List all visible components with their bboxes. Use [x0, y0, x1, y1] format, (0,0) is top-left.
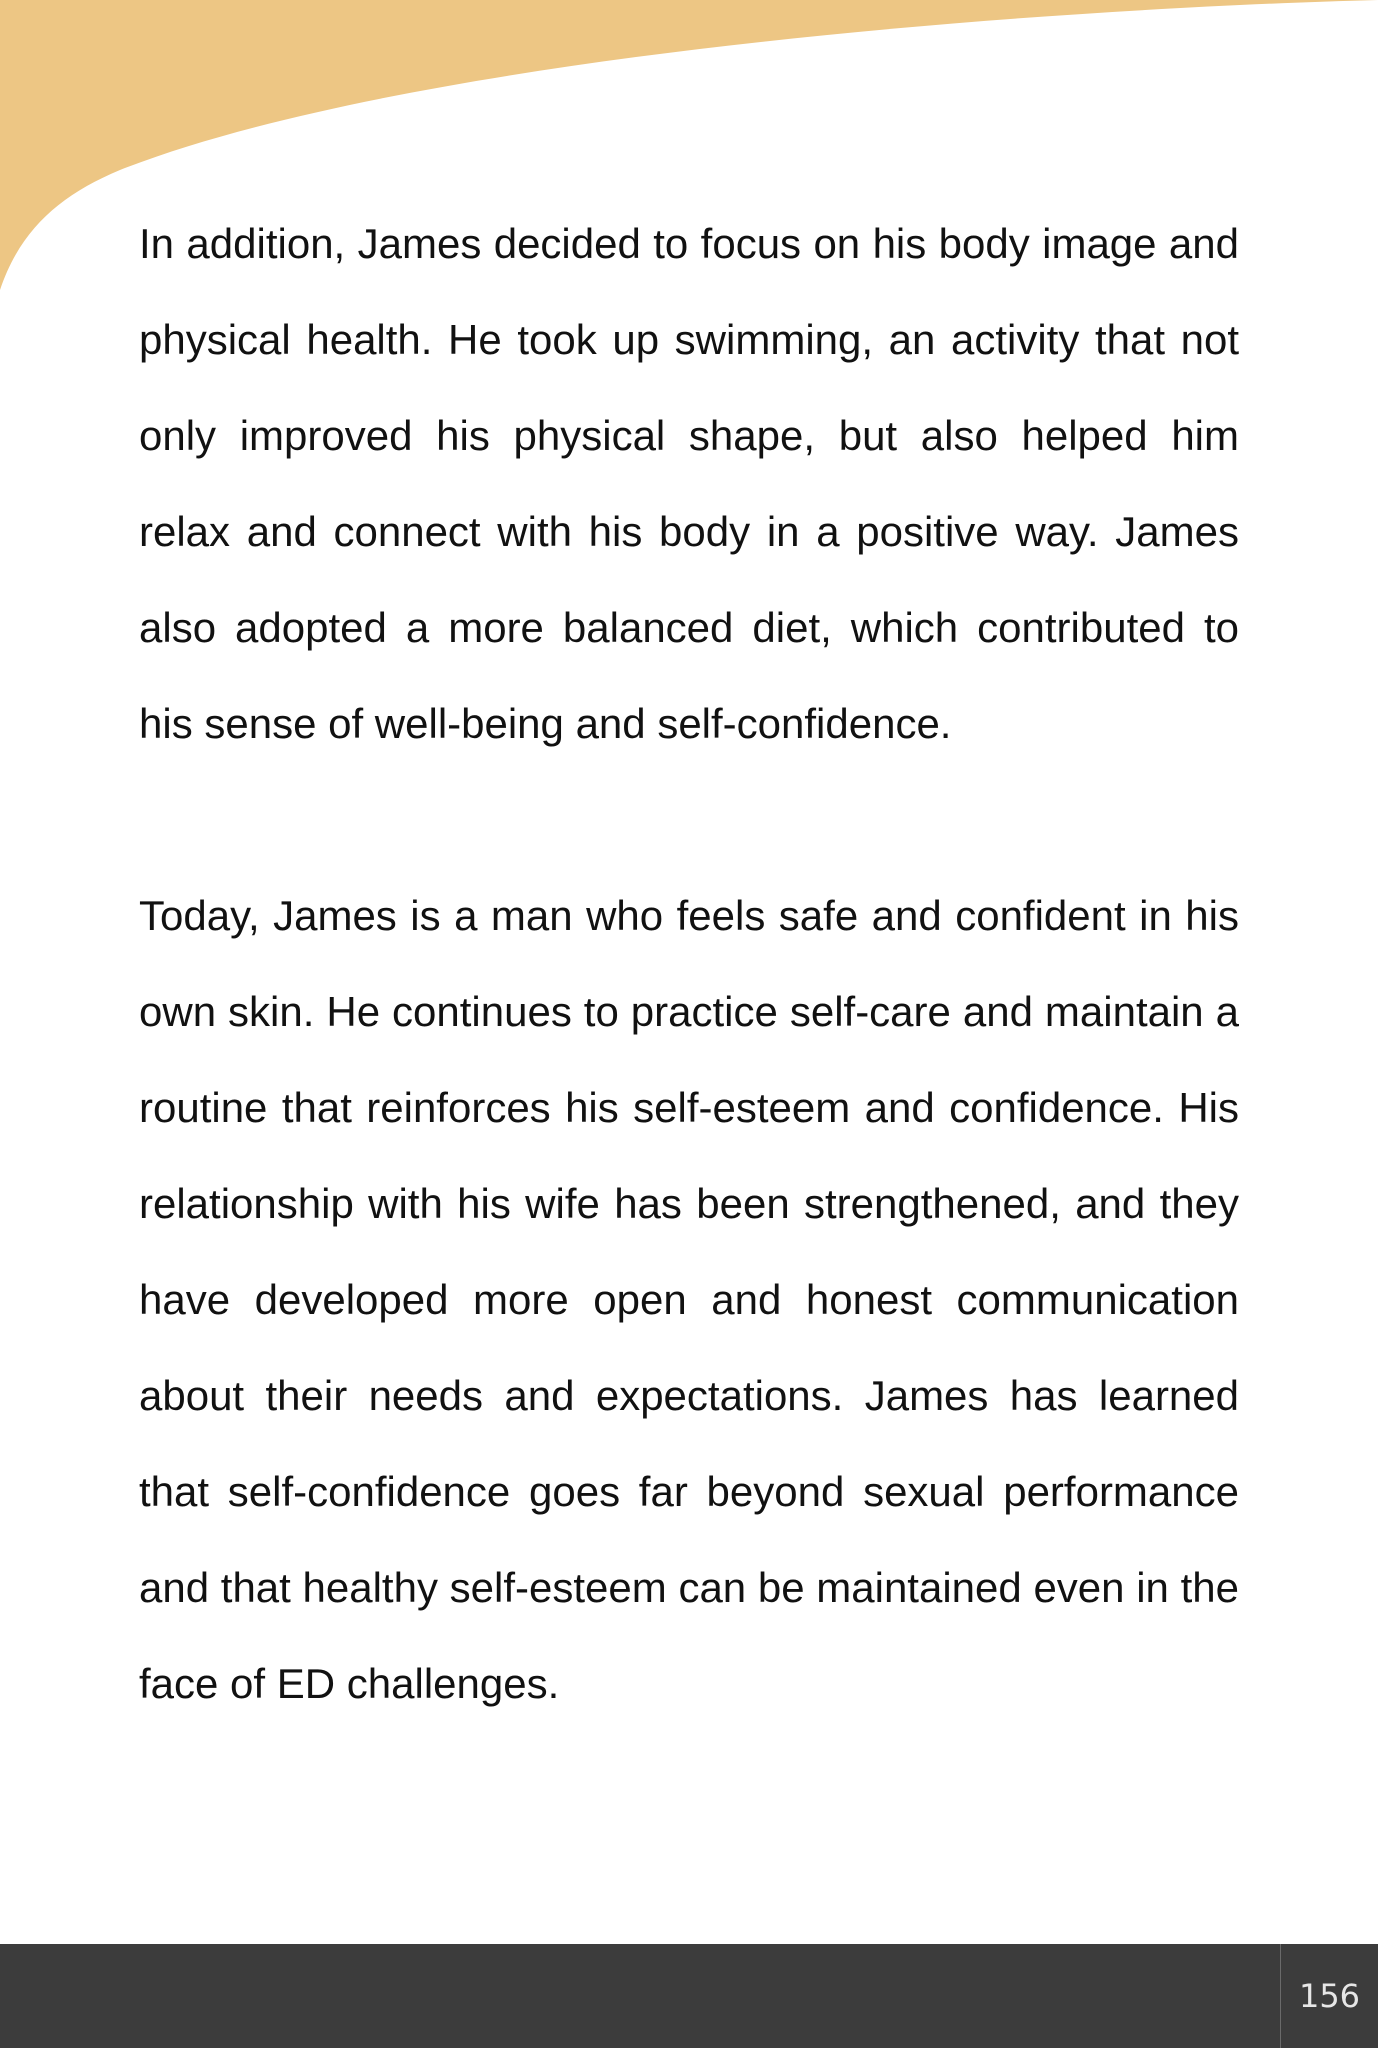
paragraph-2: Today, James is a man who feels safe and confident in his own skin. He continues to practice self-care and maintain a routine that reinforces his self-esteem and confidence. His relationship with his wife has been strengthened, and they have developed more open and honest communication about their needs and expectations. James has learned that self-confidence goes far beyond sexual performance and that healthy self-esteem can be maintained even in the face of ED challenges. — [139, 892, 1239, 1707]
paragraph-1: In addition, James decided to focus on his body image and physical health. He took up swimming, an activity that not only improved his physical shape, but also helped him relax and connect with his body in a positive way. James also adopted a more balanced diet, which contributed to his sense of well-being and self-confidence. — [139, 220, 1239, 747]
footer-bar — [0, 1944, 1378, 2048]
body-text — [139, 196, 1239, 1828]
page-number: 156 — [1280, 1944, 1378, 2048]
